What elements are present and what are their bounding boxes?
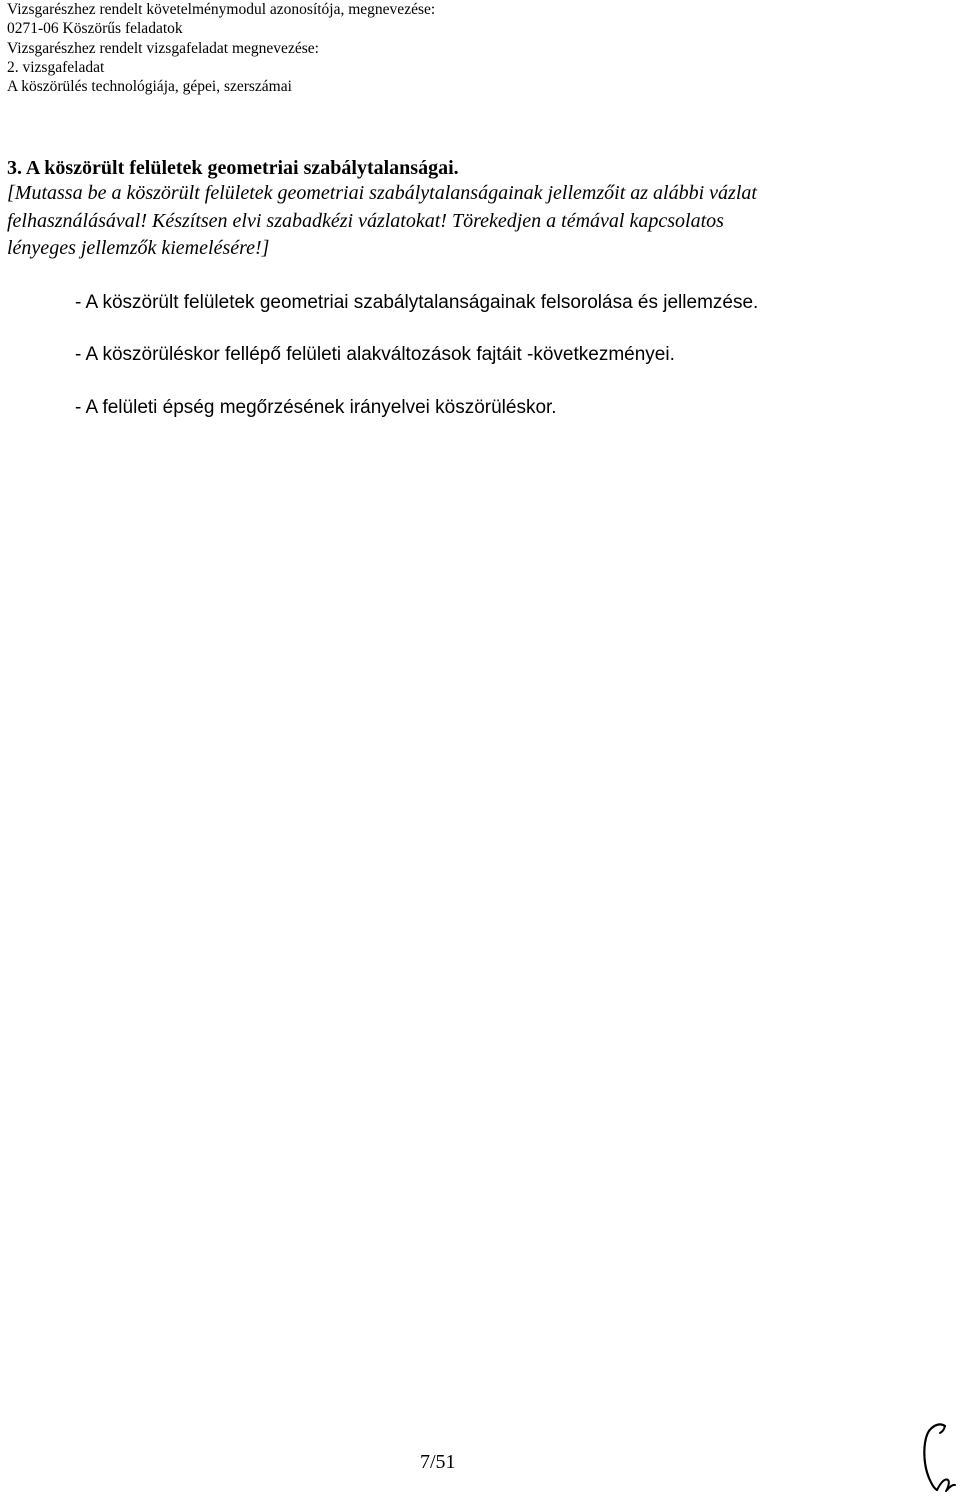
bullet-item: - A felületi épség megőrzésének irányelvei köszörüléskor. <box>75 397 557 418</box>
header-line-task-name: A köszörülés technológiája, gépei, szerszámai <box>7 78 292 96</box>
bullet-item: - A köszörüléskor fellépő felületi alakváltozások fajtáit -következményei. <box>75 344 675 365</box>
header-line-module-label: Vizsgarészhez rendelt követelménymodul azonosítója, megnevezése: <box>7 1 436 18</box>
section-title: 3. A köszörült felületek geometriai szabálytalanságai. <box>7 157 459 179</box>
instruction-line: felhasználásával! Készítsen elvi szabadkézi vázlatokat! Törekedjen a témával kapcsolatos <box>7 209 724 232</box>
header-line-task-label: Vizsgarészhez rendelt vizsgafeladat megnevezése: <box>7 39 319 57</box>
bullet-item: - A köszörült felületek geometriai szabálytalanságainak felsorolása és jellemzése. <box>75 292 759 313</box>
header-line-task-number: 2. vizsgafeladat <box>7 58 105 76</box>
page-number: 7/51 <box>420 1451 456 1473</box>
instruction-line: [Mutassa be a köszörült felületek geometriai szabálytalanságainak jellemzőit az alábbi vázlat <box>7 182 757 204</box>
document-header <box>7 0 947 96</box>
handwritten-signature-icon <box>915 1418 957 1494</box>
header-line-module-name: 0271-06 Köszörűs feladatok <box>7 20 183 38</box>
instructions-block <box>7 180 947 263</box>
instruction-line: lényeges jellemzők kiemelésére!] <box>7 237 270 259</box>
